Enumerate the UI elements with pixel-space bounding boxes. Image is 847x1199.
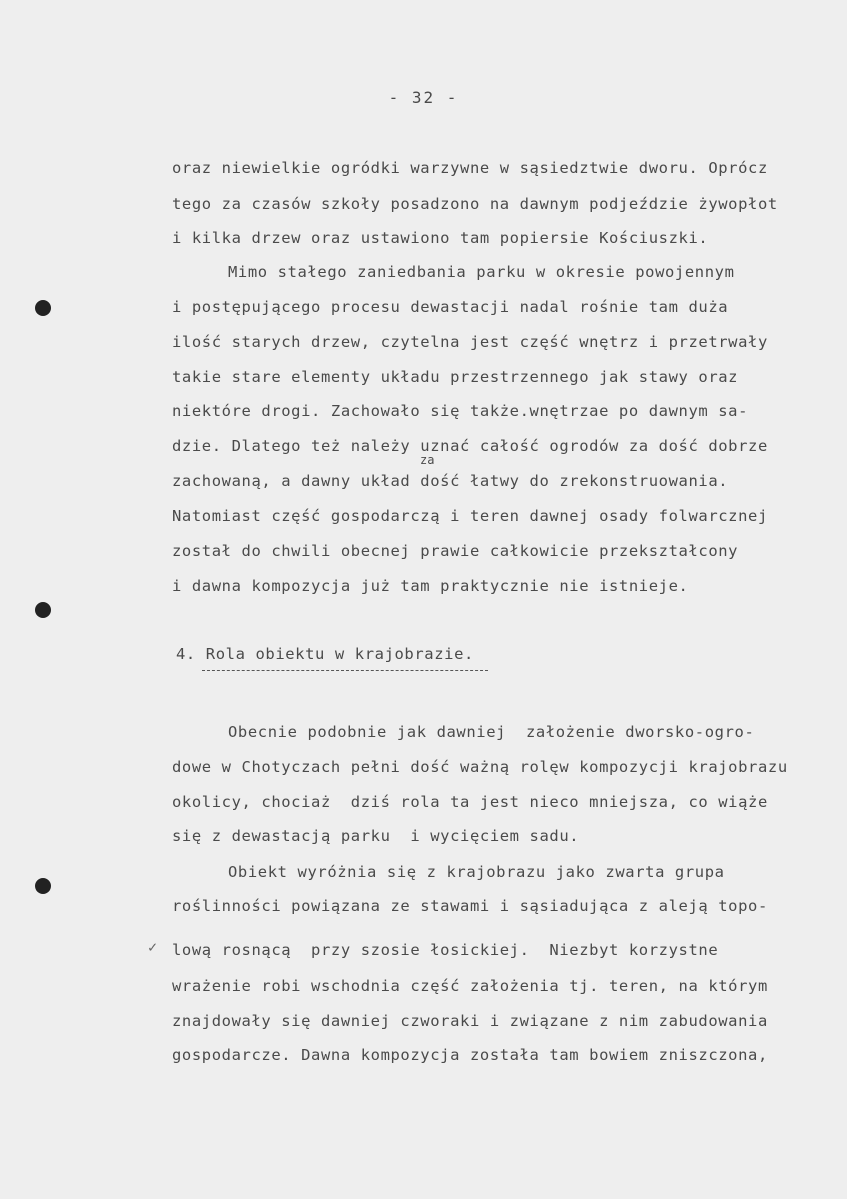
- text-line: Natomiast część gospodarczą i teren dawnej osady folwarcznej: [172, 507, 768, 525]
- page-number: - 32 -: [388, 88, 459, 107]
- text-line: Mimo stałego zaniedbania parku w okresie powojennym: [228, 263, 735, 281]
- text-line: okolicy, chociaż dziś rola ta jest nieco mniejsza, co wiąże: [172, 793, 768, 811]
- text-line: i postępującego procesu dewastacji nadal rośnie tam duża: [172, 298, 729, 316]
- punch-hole: [35, 878, 51, 894]
- punch-hole: [35, 602, 51, 618]
- text-line: tego za czasów szkoły posadzono na dawnym podjeździe żywopłot: [172, 195, 778, 213]
- punch-hole: [35, 300, 51, 316]
- text-line: ilość starych drzew, czytelna jest część wnętrz i przetrwały: [172, 333, 768, 351]
- text-line: Obiekt wyróżnia się z krajobrazu jako zwarta grupa: [228, 863, 725, 881]
- text-line: znajdowały się dawniej czworaki i związane z nim zabudowania: [172, 1012, 768, 1030]
- text-line: roślinności powiązana ze stawami i sąsiadująca z aleją topo-: [172, 897, 768, 915]
- text-line: się z dewastacją parku i wycięciem sadu.: [172, 827, 580, 845]
- text-line: oraz niewielkie ogródki warzywne w sąsiedztwie dworu. Oprócz: [172, 159, 768, 177]
- heading-underline: [202, 670, 488, 671]
- check-mark: ✓: [148, 938, 158, 956]
- section-heading: 4. Rola obiektu w krajobrazie.: [176, 645, 474, 663]
- text-line: został do chwili obecnej prawie całkowicie przekształcony: [172, 542, 739, 560]
- text-line: dowe w Chotyczach pełni dość ważną rolęw kompozycji krajobrazu: [172, 758, 788, 776]
- text-line: Obecnie podobnie jak dawniej założenie dworsko-ogro-: [228, 723, 755, 741]
- text-line: takie stare elementy układu przestrzennego jak stawy oraz: [172, 368, 739, 386]
- text-line: gospodarcze. Dawna kompozycja została tam bowiem zniszczona,: [172, 1046, 768, 1064]
- text-line: i dawna kompozycja już tam praktycznie nie istnieje.: [172, 577, 689, 595]
- text-line: wrażenie robi wschodnia część założenia tj. teren, na którym: [172, 977, 768, 995]
- text-line: lową rosnącą przy szosie łosickiej. Niezbyt korzystne: [172, 941, 719, 959]
- text-line: niektóre drogi. Zachowało się także.wnętrzae po dawnym sa-: [172, 402, 749, 420]
- handwritten-correction: za: [420, 453, 435, 467]
- text-line: i kilka drzew oraz ustawiono tam popiersie Kościuszki.: [172, 229, 709, 247]
- text-line: zachowaną, a dawny układ dość łatwy do zrekonstruowania.: [172, 472, 729, 490]
- text-line: dzie. Dlatego też należy uznać całość ogrodów za dość dobrze: [172, 437, 768, 455]
